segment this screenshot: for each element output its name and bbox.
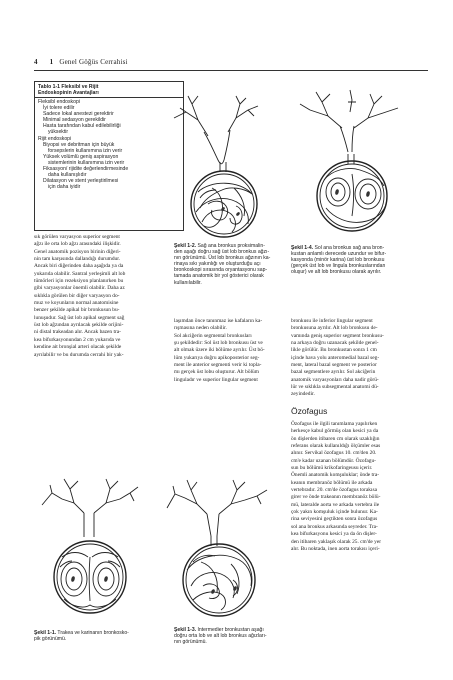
text-line: Önemli anatomik komşuluklar; önde tra- <box>291 472 380 479</box>
table-title-line: Endoskopinin Avantajları <box>38 90 99 96</box>
caption-line: kustan anlamlı derecede uzundur ve bifur- <box>291 251 387 258</box>
text-line: rışmasına neden olabilir. <box>174 325 227 332</box>
text-line: linguladır ve superior lingular segment <box>174 376 258 383</box>
caption-line: Sağ ana bronkus proksimalin- <box>197 243 265 249</box>
text-line: ni distal trakeadan alır. Ancak bazen tra- <box>34 329 121 336</box>
text-line: kendine ait bronşial arteri olacak şekilde <box>34 344 122 351</box>
table-line: Biyopsi ve debritman için büyük <box>43 141 115 148</box>
table-title <box>35 82 183 98</box>
text-line: kea bifurkasyonundan 2 cm yukarıda ve <box>34 336 121 343</box>
text-line: sık görülen varyasyon superior segment <box>34 234 120 240</box>
text-line: ment, lateral bazal segment ve posterior <box>291 362 377 369</box>
text-line: mı gerçek üst lobu oluşturur. Alt bölüm <box>174 369 259 376</box>
caption-label: Şekil 1-2. <box>174 243 197 249</box>
table-line: daha kullanışlıdır <box>48 172 87 179</box>
figure-1-4-caption <box>291 245 429 275</box>
figure-1-2-caption <box>174 243 294 286</box>
text-line: yukarıda olabilir. Santral yerleşimli alt lob <box>34 270 126 277</box>
chapter-number: 1 <box>49 58 54 66</box>
text-line: Sol akciğerin segmental bronkusları <box>174 332 252 339</box>
caption-line: bronkoskopi sırasında oryantasyonu sap- <box>174 267 268 274</box>
text-line: içinde hava yolu anteromedial bazal seg- <box>291 354 380 361</box>
table-1-1 <box>34 81 184 231</box>
text-line: rina seviyesini geçtikten sonra özofagus <box>291 516 378 523</box>
figure-1-3-illustration <box>157 470 282 625</box>
text-line: alınır. Servikal özofagus 10. cm'den 20. <box>291 450 377 457</box>
text-line: ayrılabilir ve bu durumda cerrahi bir yak- <box>34 351 124 358</box>
caption-line: nın görünümü. Üst lob bronkus ağzının ka- <box>174 255 271 262</box>
text-line: referans olarak kullanıldığı ölçümler esas <box>291 443 381 450</box>
table-line: İyi tolere edilir <box>43 105 75 112</box>
table-line: yüksektir <box>48 129 69 136</box>
caption-line: kullanılabilir. <box>174 279 202 286</box>
section-heading: Özofagus <box>291 406 328 416</box>
text-line: ment ile anterior segmenti verir ki topla- <box>174 362 262 369</box>
caption-line: nın görünümü. <box>174 639 207 646</box>
caption-label: Şekil 1-3. <box>174 627 197 633</box>
text-line: şu şekildedir: Sol üst lob bronkusu üst ve <box>174 340 263 347</box>
text-line: den itibaren yaklaşık olarak 25. cm'de yer <box>291 538 382 545</box>
text-line: likle görülür. Bu bronkustan sonra 1 cm <box>291 347 377 354</box>
text-line: laşımdan önce tanınmaz ise kafaların ka- <box>174 318 263 324</box>
figure-1-3-caption <box>174 627 294 645</box>
table-line: Yüksek volümlü geniş aspirasyon <box>43 153 119 160</box>
text-line: bronkusu ile inferior lingular segment <box>291 318 373 324</box>
text-line: ön dişlerden itibaren cm olarak uzaklığın <box>291 435 380 442</box>
text-line: mü, lateralde aorta ve arkada vertebra ile <box>291 501 380 508</box>
caption-line: rinaya sıkı yakınlığı ve oluşturduğu açı <box>174 261 261 268</box>
caption-line: oluşur) ve alt lob bronkusu olarak ayrılır. <box>291 269 382 276</box>
caption-label: Şekil 1-1. <box>34 630 57 636</box>
text-line: sıklıkla görülen bir diğer varyasyon do- <box>34 292 120 299</box>
text-line: sol ana bronkus arkasında seyreder. Tra- <box>291 523 378 530</box>
text-line: üst lob ağzından ayrılacak şekilde orijini- <box>34 322 124 329</box>
table-line: sistemlerinin kullanımına izin verir <box>48 159 125 166</box>
text-line: Özofagus ile ilgili tanımlama yapılırken <box>291 421 378 427</box>
table-line: Minimal sedasyon gerekildir <box>43 117 106 124</box>
caption-line: (gerçek üst lob ve lingula bronkuslarından <box>291 263 386 270</box>
text-line: sun bu bölümü krikofaringeusu içerir. <box>291 465 373 472</box>
text-line: na arkaya doğru uzanacak şekilde genel- <box>291 340 379 347</box>
table-line: Sadece lokal anestezi gerektirir <box>43 111 114 118</box>
text-line: anatomik varyasyonları daha nadir görü- <box>291 376 379 383</box>
table-line: Dilatasyon ve stent yerleştirilmesi <box>43 178 119 185</box>
caption-line: kasyonda (minör karina) üst lob bronkusu <box>291 257 385 264</box>
body-column-3-upper <box>291 318 429 399</box>
body-column-1 <box>34 234 184 359</box>
text-line: benzer şekilde apikal bir bronkusun bu- <box>34 307 120 314</box>
text-line: ağzı ile orta lob ağzı arasındaki ilişkidir. <box>34 241 121 248</box>
table-body <box>35 98 183 191</box>
text-line: alt olmak üzere iki bölüme ayrılır. Üst bö- <box>174 347 265 354</box>
text-line: tümörleri için rezeksiyon planlanırken bu <box>34 278 124 285</box>
figure-1-1-illustration <box>34 473 146 623</box>
table-line: forsepslerin kullanımına izin verir <box>48 147 123 154</box>
figure-1-2-illustration <box>164 92 284 242</box>
text-line: Genel anatomik pozisyon birinin diğeri- <box>34 248 121 255</box>
text-line: gibi varyasyonlar önemli olabilir. Daha az <box>34 285 125 292</box>
caption-line: pik görünümü. <box>34 636 67 643</box>
table-line: Hasta tarafından kabul edilebilirliği <box>43 123 121 130</box>
text-line: girer ve önde trakeanın membranöz bölü- <box>291 494 381 501</box>
text-line: muz ve koyunların normal anatomisine <box>34 300 119 307</box>
text-line: zeyindedir. <box>291 391 315 398</box>
page-number: 4 <box>34 58 38 66</box>
text-line: keanın membranöz bölümü ile arkada <box>291 479 373 486</box>
caption-label: Şekil 1-4. <box>291 245 314 251</box>
text-line: alır. Bu noktada, inen aorta torakısı içeri- <box>291 545 380 552</box>
figure-1-4-illustration <box>290 82 420 242</box>
text-line: çok yakın komşuluk içinde bulunur. Ka- <box>291 509 378 516</box>
text-line: lüm yukarıya doğru apikoposterior seg- <box>174 354 260 361</box>
caption-line: doğru orta lob ve alt lob bronkus ağızları- <box>174 633 267 640</box>
text-line: lunuşudur. Sağ üst lob apikal segment sağ <box>34 314 125 321</box>
caption-line: Trakea ve karinanın bronkosko- <box>57 630 129 636</box>
caption-line: den aşağı doğru sağ üst lob bronkus ağzı- <box>174 249 270 256</box>
table-line: Fleksibl endoskopi <box>38 99 80 105</box>
table-title-line: Tablo 1-1 Fleksibl ve Rijit <box>38 84 99 90</box>
table-line: için daha iyidir <box>48 184 81 191</box>
text-line: cm'e kadar uzanan bölümdür. Özofagu- <box>291 457 376 464</box>
header-rule <box>34 70 428 71</box>
text-line: nin tam karşısında dallandığı durumdur. <box>34 256 121 263</box>
table-line: Rijit endoskopi <box>38 135 72 142</box>
table-line: Fiksasyon/ rijidite değerlendirmesinde <box>43 166 129 173</box>
text-line: kea bifurkasyonu kesici ya da ön dişler- <box>291 531 377 538</box>
figure-1-1-caption <box>34 630 164 642</box>
chapter-title: Genel Göğüs Cerrahisi <box>59 58 128 66</box>
text-line: herkesçe kabul görmüş olan kesici ya da <box>291 428 379 435</box>
body-column-3-lower <box>291 421 429 553</box>
text-line: bazal segmentlere ayrılır. Sol akciğerin <box>291 369 376 376</box>
caption-line: tamada anatomik bir yol gösterici olarak <box>174 273 264 280</box>
text-line: vamında geniş superior segment bronkusu- <box>291 332 384 339</box>
caption-line: Sol ana bronkus sağ ana bron- <box>314 245 385 251</box>
text-line: vertebradır. 20. cm'de özofagus torakısa <box>291 487 377 494</box>
text-line: Ancak biri diğerinden daha aşağıda ya da <box>34 263 124 270</box>
running-header <box>34 58 128 66</box>
caption-line: Intermedier bronkustan aşağı <box>197 627 264 633</box>
text-line: lür ve sıklıkla subsegmental anatomi dü- <box>291 384 379 391</box>
text-line: bronkusuna ayrılır. Alt lob bronkusu de- <box>291 325 378 332</box>
body-column-2 <box>174 318 298 384</box>
